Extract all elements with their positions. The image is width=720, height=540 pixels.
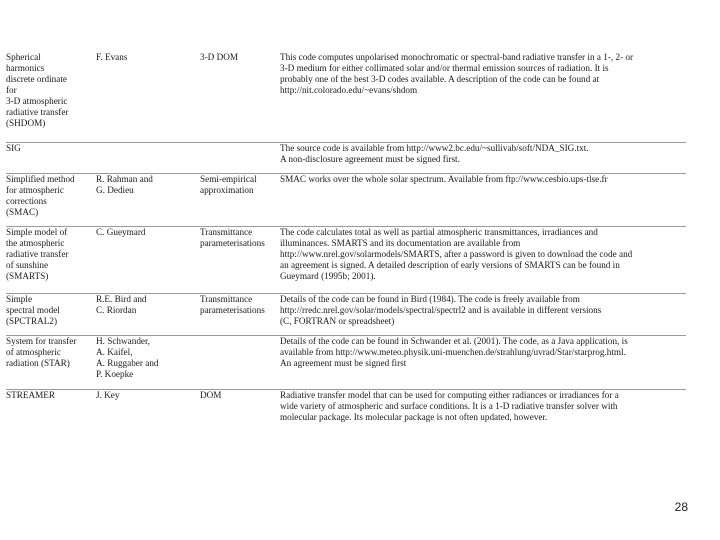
code-method bbox=[200, 227, 282, 249]
code-description bbox=[280, 143, 696, 165]
code-name-line: of atmospheric bbox=[6, 347, 61, 357]
code-description-line: Details of the code can be found in Bird (1984). The code is freely available from bbox=[280, 294, 580, 304]
code-authors bbox=[96, 174, 200, 196]
code-method bbox=[200, 174, 282, 196]
code-method bbox=[200, 390, 282, 401]
code-description-line: An agreement must be signed first bbox=[280, 358, 407, 368]
code-name-line: the atmospheric bbox=[6, 238, 65, 248]
code-description bbox=[280, 227, 696, 282]
code-authors-line: G. Dedieu bbox=[96, 185, 134, 195]
code-name-line: 3-D atmospheric bbox=[6, 96, 68, 106]
code-name-line: Spherical bbox=[6, 52, 41, 62]
code-description-line: Details of the code can be found in Schwander et al. (2001). The code, as a Java application, is bbox=[280, 336, 628, 346]
code-authors-line: C. Gueymard bbox=[96, 227, 146, 237]
code-name-line: of sunshine bbox=[6, 260, 49, 270]
code-description bbox=[280, 294, 696, 327]
code-description bbox=[280, 336, 696, 369]
code-description-line: illuminances. SMARTS and its documentation are available from bbox=[280, 238, 521, 248]
code-method-line: DOM bbox=[200, 390, 222, 400]
row-divider bbox=[6, 293, 686, 294]
code-authors-line: F. Evans bbox=[96, 52, 128, 62]
code-description-line: probably one of the best 3-D codes available. A description of the code can be found at bbox=[280, 74, 600, 84]
code-description-line: The code calculates total as well as partial atmospheric transmittances, irradiances and bbox=[280, 227, 598, 237]
code-description-line: This code computes unpolarised monochromatic or spectral-band radiative transfer in a 1-, 2- or bbox=[280, 52, 634, 62]
code-authors-line: C. Riordan bbox=[96, 305, 137, 315]
code-method-line: Semi-empirical bbox=[200, 174, 257, 184]
code-description-line: The source code is available from http://www2.bc.edu/~sullivab/soft/NDA_SIG.txt. bbox=[280, 143, 589, 153]
code-authors bbox=[96, 52, 200, 63]
row-divider bbox=[6, 142, 686, 143]
row-divider bbox=[6, 389, 686, 390]
code-description-line: molecular package. Its molecular package is not often updated, however. bbox=[280, 412, 548, 422]
code-method-line: Transmittance bbox=[200, 294, 253, 304]
code-method bbox=[200, 294, 282, 316]
code-name bbox=[6, 294, 92, 327]
code-description-line: Gueymard (1995b; 2001). bbox=[280, 271, 376, 281]
page-number: 28 bbox=[674, 500, 688, 514]
code-description bbox=[280, 390, 696, 423]
code-description-line: an agreement is signed. A detailed description of early versions of SMARTS can be found in bbox=[280, 260, 620, 270]
code-authors bbox=[96, 390, 200, 401]
code-description-line: wide variety of atmospheric and surface conditions. It is a 1-D radiative transfer solver with bbox=[280, 401, 618, 411]
code-description-line: Radiative transfer model that can be used for computing either radiances or irradiances for a bbox=[280, 390, 619, 400]
code-description bbox=[280, 52, 696, 96]
code-description-line: http://www.nrel.gov/solarmodels/SMARTS, after a password is given to download the code and bbox=[280, 249, 633, 259]
row-divider bbox=[6, 173, 686, 174]
row-divider bbox=[6, 226, 686, 227]
code-authors bbox=[96, 227, 200, 238]
code-name bbox=[6, 336, 92, 369]
code-name-line: for atmospheric bbox=[6, 185, 64, 195]
code-authors-line: A. Kaifel, bbox=[96, 347, 133, 357]
code-name-line: SIG bbox=[6, 143, 21, 153]
code-name-line: Simple model of bbox=[6, 227, 68, 237]
code-description-line: available from http://www.meteo.physik.uni-muenchen.de/strahlung/uvrad/Star/starprog.html. bbox=[280, 347, 626, 357]
code-name bbox=[6, 227, 92, 282]
code-authors-line: R. Rahman and bbox=[96, 174, 153, 184]
code-description-line: SMAC works over the whole solar spectrum. Available from ftp://www.cesbio.ups-tlse.fr bbox=[280, 174, 608, 184]
code-description-line: A non-disclosure agreement must be signed first. bbox=[280, 154, 460, 164]
code-name-line: radiation (STAR) bbox=[6, 358, 70, 368]
code-name-line: harmonics bbox=[6, 63, 45, 73]
code-name-line: corrections bbox=[6, 196, 47, 206]
code-name-line: (SMAC) bbox=[6, 207, 39, 217]
code-description-line: 3-D medium for either collimated solar and/or thermal emission sources of radiation. It is bbox=[280, 63, 609, 73]
code-authors-line: J. Key bbox=[96, 390, 120, 400]
code-method-line: approximation bbox=[200, 185, 254, 195]
code-name bbox=[6, 174, 92, 218]
code-name-line: Simple bbox=[6, 294, 33, 304]
code-description-line: http://nit.colorado.edu/~evans/shdom bbox=[280, 85, 418, 95]
code-method-line: parameterisations bbox=[200, 305, 265, 315]
code-authors-line: H. Schwander, bbox=[96, 336, 150, 346]
code-name-line: STREAMER bbox=[6, 390, 56, 400]
code-name bbox=[6, 390, 92, 401]
code-authors-line: R.E. Bird and bbox=[96, 294, 147, 304]
code-authors-line: A. Ruggaber and bbox=[96, 358, 159, 368]
code-name-line: (SHDOM) bbox=[6, 118, 46, 128]
code-name-line: radiative transfer bbox=[6, 107, 69, 117]
code-name bbox=[6, 143, 92, 154]
row-divider bbox=[6, 335, 686, 336]
code-name bbox=[6, 52, 92, 129]
code-method-line: 3-D DOM bbox=[200, 52, 239, 62]
code-description bbox=[280, 174, 696, 185]
code-method-line: Transmittance bbox=[200, 227, 253, 237]
code-description-line: (C, FORTRAN or spreadsheet) bbox=[280, 316, 395, 326]
code-name-line: (SPCTRAL2) bbox=[6, 316, 58, 326]
code-authors-line: P. Koepke bbox=[96, 369, 134, 379]
code-name-line: radiative transfer bbox=[6, 249, 69, 259]
code-name-line: discrete ordinate bbox=[6, 74, 67, 84]
code-description-line: http://rredc.nrel.gov/solar/models/spectral/spectrl2 and is available in different versions bbox=[280, 305, 602, 315]
code-method bbox=[200, 52, 282, 63]
code-name-line: Simplified method bbox=[6, 174, 75, 184]
code-method-line: parameterisations bbox=[200, 238, 265, 248]
code-authors bbox=[96, 336, 200, 380]
code-name-line: for bbox=[6, 85, 17, 95]
code-name-line: (SMARTS) bbox=[6, 271, 49, 281]
code-authors bbox=[96, 294, 200, 316]
code-name-line: System for transfer bbox=[6, 336, 77, 346]
code-name-line: spectral model bbox=[6, 305, 60, 315]
